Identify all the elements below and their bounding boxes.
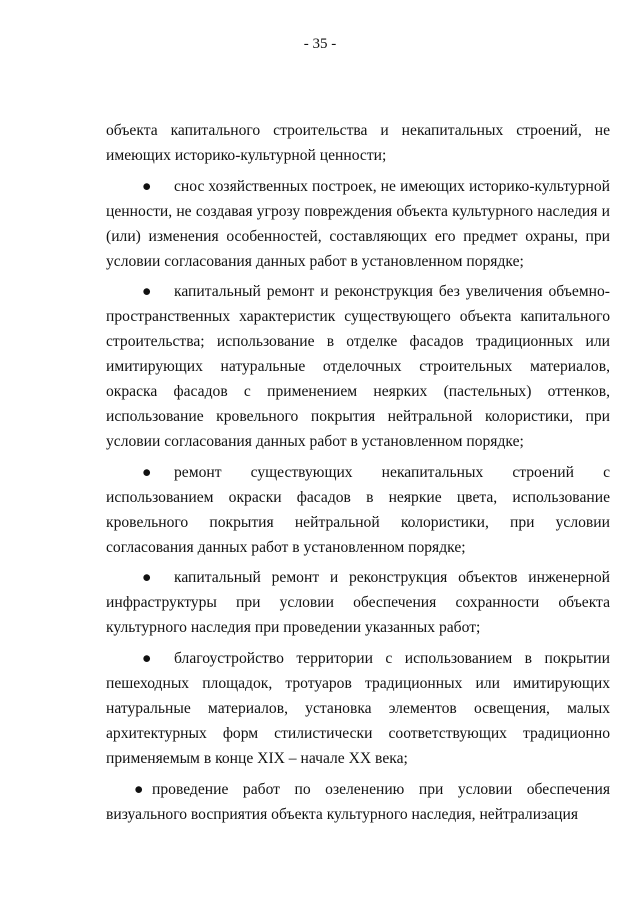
bullet-icon: ● xyxy=(142,463,152,481)
bullet-icon: ● xyxy=(134,780,144,798)
paragraph-continuation xyxy=(106,119,610,169)
bullet-item-text: капитальный ремонт и реконструкция объектов инженерной инфраструктуры при условии обеспечения сохранности объекта культурного наследия при проведении указанных работ; xyxy=(106,569,610,637)
bullet-item-text: благоустройство территории с использованием в покрытии пешеходных площадок, тротуаров традиционных или имитирующих натуральные материалов, установка элементов освещения, малых архитектурных форм стилистически соответствующих традиционно применяемым в конце XIX – начале XX века; xyxy=(106,650,610,767)
bullet-item-text: проведение работ по озеленению при условии обеспечения визуального восприятия объекта культурного наследия, нейтрализация xyxy=(106,780,610,823)
bullet-item-repair-temporary xyxy=(106,461,610,561)
bullet-item-text: капитальный ремонт и реконструкция без увеличения объемно-пространственных характеристик существующего объекта капитального строительства; использование в отделке фасадов традиционных или имитирующих натуральные отделочных строительных материалов, окраска фасадов с применением неярких (пастельных) оттенков, использование кровельного покрытия нейтральной колористики, при условии согласования данных работ в установленном порядке; xyxy=(106,283,610,450)
bullet-icon: ● xyxy=(142,283,152,301)
page-number: - 35 - xyxy=(303,36,337,52)
bullet-item-text: снос хозяйственных построек, не имеющих историко-культурной ценности, не создавая угрозу повреждения объекта культурного наследия и (или) изменения особенностей, составляющих его предмет охраны, при условии согласования данных работ в установленном порядке; xyxy=(106,177,610,270)
bullet-item-capital-repair xyxy=(106,280,610,454)
bullet-item-infrastructure xyxy=(106,566,610,641)
bullet-item-demolition xyxy=(106,175,610,275)
bullet-item-text: ремонт существующих некапитальных строений с использованием окраски фасадов в неяркие цвета, использование кровельного покрытия нейтральной колористики, при условии согласования данных работ в установленном порядке; xyxy=(106,463,610,556)
paragraph-text: объекта капитального строительства и некапитальных строений, не имеющих историко-культурной ценности; xyxy=(106,122,610,164)
bullet-icon: ● xyxy=(142,569,152,587)
bullet-item-landscaping xyxy=(106,647,610,772)
bullet-item-greening xyxy=(106,778,610,828)
document-body xyxy=(106,119,610,833)
bullet-icon: ● xyxy=(142,650,152,668)
bullet-icon: ● xyxy=(142,177,152,195)
